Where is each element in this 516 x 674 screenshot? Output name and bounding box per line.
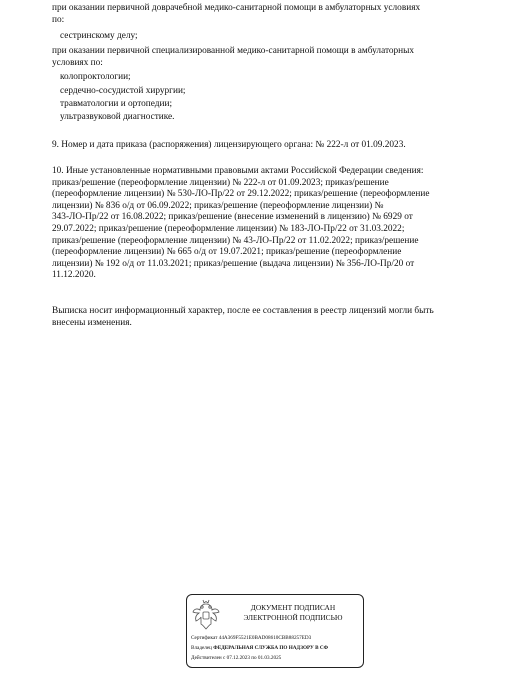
text-line: 29.07.2022; приказ/решение (переоформление лицензии) № 183-ЛО-Пр/22 от 31.03.2022; [52, 223, 405, 234]
text-line: лицензии) № 192 о/д от 11.03.2021; приказ/решение (выдача лицензии) № 356-ЛО-Пр/20 от [52, 258, 415, 269]
text-line: травматологии и ортопедии; [60, 99, 173, 109]
owner-line [191, 645, 361, 652]
certificate-value: 44A369F5521E0BAD08610CBB88257ED3 [218, 635, 312, 641]
text-line: ультразвуковой диагностике. [60, 112, 175, 122]
text-line: внесены изменения. [52, 317, 132, 328]
digital-signature-stamp [186, 594, 364, 668]
owner-value: ФЕДЕРАЛЬНАЯ СЛУЖБА ПО НАДЗОРУ В СФ [213, 645, 329, 651]
text-line: приказ/решение (переоформление лицензии) № 43-ЛО-Пр/22 от 11.02.2022; приказ/решение [52, 235, 419, 246]
text-line: колопроктологии; [60, 72, 131, 82]
text-line: сердечно-сосудистой хирургии; [60, 86, 186, 96]
text-line: (переоформление лицензии) № 530-ЛО-Пр/22 от 29.12.2022; приказ/решение (переоформление [52, 189, 430, 200]
stamp-title: ДОКУМЕНТ ПОДПИСАН [250, 603, 336, 612]
validity-line [191, 655, 361, 662]
certificate-line [191, 635, 361, 642]
notice [52, 306, 434, 329]
owner-label: Владелец [191, 645, 212, 651]
section-9: 9. Номер и дата приказа (распоряжения) лицензирующего органа: № 222-л от 01.09.2023. [52, 140, 406, 150]
text-line: лицензии) № 836 о/д от 06.09.2022; приказ/решение (переоформление лицензии) № [52, 200, 384, 211]
text-line: приказ/решение (переоформление лицензии) № 222-л от 01.09.2023; приказ/решение [52, 177, 389, 188]
certificate-label: Сертификат [191, 635, 218, 641]
russian-coat-of-arms-icon [191, 598, 221, 632]
text-line: при оказании первичной доврачебной медико-санитарной помощи в амбулаторных условиях [52, 3, 421, 13]
section-10 [52, 166, 430, 282]
text-line: (переоформление лицензии) № 665 о/д от 19.07.2021; приказ/решение (переоформление [52, 247, 402, 258]
validity-label: Действителен [191, 655, 222, 661]
text-line: по: [52, 15, 65, 25]
text-line: 11.12.2020. [52, 270, 96, 281]
text-line: 10. Иные установленные нормативными правовыми актами Российской Федерации сведения: [52, 166, 424, 176]
text-line: Выписка носит информационный характер, после ее составления в реестр лицензий могли быть [52, 306, 434, 316]
stamp-subtitle: ЭЛЕКТРОННОЙ ПОДПИСЬЮ [243, 613, 343, 622]
text-line: при оказании первичной специализированной медико-санитарной помощи в амбулаторных [52, 46, 415, 56]
text-line: 343-ЛО-Пр/22 от 16.08.2022; приказ/решение (внесение изменений в лицензию) № 6929 от [52, 212, 413, 223]
text-line: условиях по: [52, 58, 103, 68]
validity-value: с 07.12.2023 по 01.03.2025 [223, 655, 282, 661]
text-line: сестринскому делу; [60, 31, 138, 41]
